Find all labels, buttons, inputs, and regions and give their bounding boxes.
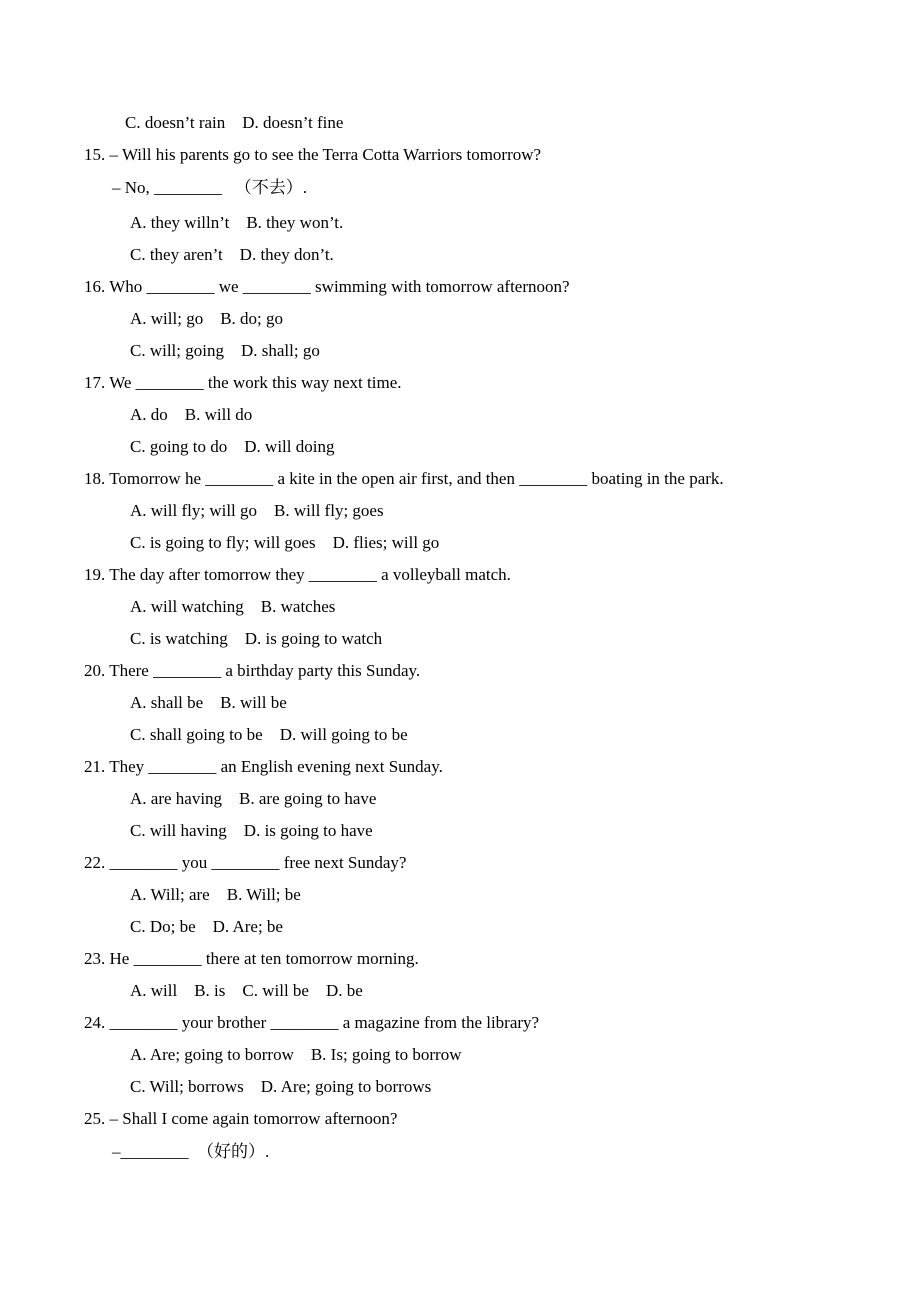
q18-stem: 18. Tomorrow he ________ a kite in the open air first, and then ________ boating in the park. — [84, 469, 724, 488]
q24-options-ab: A. Are; going to borrow B. Is; going to borrow — [130, 1045, 462, 1064]
q21-stem: 21. They ________ an English evening next Sunday. — [84, 757, 443, 776]
q16-stem: 16. Who ________ we ________ swimming with tomorrow afternoon? — [84, 277, 570, 296]
q14-options-cd: C. doesn’t rain D. doesn’t fine — [125, 113, 344, 132]
q19-options-cd: C. is watching D. is going to watch — [130, 629, 383, 648]
q19-stem: 19. The day after tomorrow they ________ a volleyball match. — [84, 565, 511, 584]
q18-options-cd: C. is going to fly; will goes D. flies; will go — [130, 533, 440, 552]
q15-answer-line: – No, ________ （不去）. — [112, 178, 308, 197]
q20-options-ab: A. shall be B. will be — [130, 693, 287, 712]
q16-options-ab: A. will; go B. do; go — [130, 309, 284, 328]
q20-stem: 20. There ________ a birthday party this Sunday. — [84, 661, 421, 680]
q15-options-ab: A. they willn’t B. they won’t. — [130, 213, 344, 232]
q23-options: A. will B. is C. will be D. be — [130, 981, 363, 1000]
q17-options-cd: C. going to do D. will doing — [130, 437, 335, 456]
q15-stem: 15. – Will his parents go to see the Terra Cotta Warriors tomorrow? — [84, 145, 542, 164]
q22-stem: 22. ________ you ________ free next Sunday? — [84, 853, 407, 872]
q23-stem: 23. He ________ there at ten tomorrow morning. — [84, 949, 419, 968]
q21-options-ab: A. are having B. are going to have — [130, 789, 377, 808]
q25-answer-line: –________ （好的）. — [112, 1142, 270, 1161]
q17-stem: 17. We ________ the work this way next time. — [84, 373, 402, 392]
q25-stem: 25. – Shall I come again tomorrow afternoon? — [84, 1109, 398, 1128]
q15-options-cd: C. they aren’t D. they don’t. — [130, 245, 334, 264]
q24-stem: 24. ________ your brother ________ a magazine from the library? — [84, 1013, 540, 1032]
q24-options-cd: C. Will; borrows D. Are; going to borrows — [130, 1077, 432, 1096]
q17-options-ab: A. do B. will do — [130, 405, 253, 424]
q18-options-ab: A. will fly; will go B. will fly; goes — [130, 501, 384, 520]
q20-options-cd: C. shall going to be D. will going to be — [130, 725, 408, 744]
q22-options-cd: C. Do; be D. Are; be — [130, 917, 283, 936]
q19-options-ab: A. will watching B. watches — [130, 597, 336, 616]
q21-options-cd: C. will having D. is going to have — [130, 821, 373, 840]
q22-options-ab: A. Will; are B. Will; be — [130, 885, 301, 904]
q16-options-cd: C. will; going D. shall; go — [130, 341, 320, 360]
